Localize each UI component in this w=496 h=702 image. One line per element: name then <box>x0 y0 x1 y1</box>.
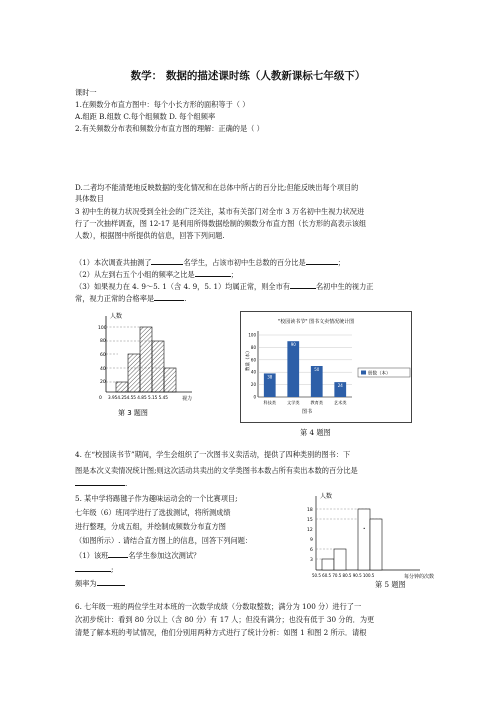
q5-part1-text-b: 名学生参加这次测试？ <box>128 551 201 560</box>
question-6-line1: 6. 七年级一班的两位学生对本班的一次数学成绩（分数取整数；满分为 100 分）进行了一 <box>75 602 362 611</box>
histogram-bar <box>322 559 334 570</box>
question-5-line4: （如图所示）. 请结合直方图上的信息，回答下列问题： <box>75 536 253 545</box>
x-tick: 艺术类 <box>333 400 347 405</box>
legend-label: 册数（本） <box>368 371 391 377</box>
question-3-line2: 行了一次抽样调查，图 12-17 是利用所得数据绘制的频数分布直方图（长方形的高表示该组 <box>75 219 367 228</box>
y-tick: 20 <box>250 382 256 388</box>
question-3-part2: （2）从左到右五个小组的频率之比是 ； <box>75 270 238 279</box>
figure-3-caption: 第 3 题图 <box>118 409 148 417</box>
question-3-part1: （1）本次调查共抽测了 名学生，占该市初中生总数的百分比是 ； <box>75 258 345 267</box>
question-1: 1.在频数分布直方图中：每个小长方形的面积等于（ ） <box>75 100 250 109</box>
histogram-bar <box>116 382 128 392</box>
question-5-blank: ; <box>75 564 113 574</box>
question-4-blank: . <box>75 478 127 488</box>
question-5-line2: 七年级（6）班同学进行了选拔测试，将所测成绩 <box>75 508 231 517</box>
question-6-line3: 清楚了解本班的考试情况，他们分别用两种方式进行了统计分析：如图 1 和图 2 所示．请根 <box>75 628 367 637</box>
y-tick: 40 <box>100 367 106 372</box>
option-d-line2: 具体数目 <box>75 194 104 203</box>
y-tick: 60 <box>100 353 106 358</box>
page-title: 数学： 数据的描述课时练（人教新课标七年级下） <box>130 70 366 82</box>
y-tick: 40 <box>250 369 256 375</box>
answer-blank[interactable] <box>290 281 316 289</box>
bar-文学类 <box>287 341 299 397</box>
question-5-line1: 5. 某中学将踢毽子作为趣味运动会的一个比赛项目; <box>75 494 238 503</box>
y-tick: 18 <box>307 508 313 513</box>
y-axis-label: 人数 <box>110 313 123 320</box>
y-tick: 60 <box>250 357 256 363</box>
question-1-options: A.组距 B.组数 C.每个组频数 D. 每个组频率 <box>75 112 216 121</box>
answer-blank[interactable] <box>108 550 128 558</box>
chart-title: "校园读书节" 图书文卖情况统计图 <box>277 319 355 325</box>
y-tick: 3 <box>310 558 313 563</box>
histogram-bar <box>370 519 382 570</box>
frequency-label: 频率为 <box>75 579 97 588</box>
y-tick: 9 <box>310 538 313 543</box>
y-tick: 12 <box>307 528 313 533</box>
svg-text:•: • <box>363 526 366 531</box>
answer-blank[interactable] <box>195 269 231 277</box>
figure-4-bar-chart <box>240 311 412 423</box>
q3-part1-text-a: （1）本次调查共抽测了 <box>75 258 152 267</box>
question-4-line1: 4. 在“校园读书节”期间，学生会组织了一次图书义卖活动，提供了四种类别的图书：下 <box>75 450 351 459</box>
q3-part3-text-a: （3）如果视力在 4. 9～5. 1（含 4. 9，5. 1）均属正常，则全市有 <box>75 282 290 291</box>
x-tick-labels: 3.954.254.55 4.85 5.15 5.45 <box>108 395 168 400</box>
x-tick: 教育类 <box>310 400 324 405</box>
figure-5-histogram <box>300 490 450 590</box>
y-tick: 80 <box>100 339 106 344</box>
option-d-line1: D.二者均不能清楚地反映数据的变化情况和在总体中所占的百分比;但能反映出每个项目的 <box>75 183 359 192</box>
x-tick-labels: 50.5 60.5 70.5 80.5 90.5 100.5 <box>312 573 375 578</box>
x-tick: 文学类 <box>286 400 300 405</box>
histogram-bar <box>128 354 140 392</box>
answer-blank[interactable] <box>75 564 111 572</box>
y-tick: 0 <box>253 394 256 400</box>
y-tick: 20 <box>100 380 106 385</box>
question-3-part3-cont: 常，视力正常的合格率是 . <box>75 294 187 303</box>
question-5-part1 <box>75 550 200 560</box>
y-tick: 6 <box>310 548 313 553</box>
figure-3-histogram <box>88 310 198 420</box>
question-3-part3 <box>75 281 373 291</box>
y-tick: 80 <box>250 344 256 350</box>
x-axis-label: 图书 <box>302 409 313 415</box>
y-tick: 100 <box>98 326 107 331</box>
x-axis-label: 每分钟的次数 <box>404 574 435 580</box>
question-3-line3: 人数），根据图中所提供的信息，回答下列问题. <box>75 231 225 240</box>
histogram-bar <box>164 368 176 392</box>
answer-blank[interactable] <box>306 257 338 265</box>
y-axis-label: 人数 <box>320 493 333 500</box>
question-2: 2.有关频数分布表和频数分布直方图的理解：正确的是（ ） <box>75 124 264 133</box>
y-tick: 15 <box>307 518 313 523</box>
question-4-line2: 图是本次义卖情况统计图;则这次活动共卖出的文学类图书本数占所有卖出本数的百分比是 <box>75 466 358 475</box>
answer-blank[interactable] <box>75 478 125 486</box>
figure-5-caption: 第 5 题图 <box>375 580 406 589</box>
q5-part1-text-a: （1）该班 <box>75 551 109 560</box>
y-tick: 100 <box>248 332 256 338</box>
answer-blank[interactable] <box>151 257 183 265</box>
q3-part3-text-c: 常，视力正常的合格率是 <box>75 294 155 303</box>
bar-value-label: 24 <box>337 383 343 389</box>
histogram-bar <box>358 509 370 570</box>
q3-part3-text-b: 名初中生的视力正 <box>315 282 374 291</box>
q3-part1-text-b: 名学生，占该市初中生总数的百分比是 <box>183 258 306 267</box>
y-axis-label: 数量（本） <box>246 348 251 371</box>
lesson-label: 课时一 <box>75 88 97 97</box>
question-5-line3: 进行整理，分成五组，并绘制成频数分布直方图 <box>75 522 226 531</box>
bar-value-label: 38 <box>267 374 273 380</box>
question-5-frequency <box>75 578 125 588</box>
answer-blank[interactable] <box>97 578 125 586</box>
x-tick: 科技类 <box>263 400 277 405</box>
answer-blank[interactable] <box>154 293 184 301</box>
histogram-bar <box>152 341 164 392</box>
question-3-line1: 3 初中生的视力状况受到全社会的广泛关注，某市有关部门对全市 3 万名初中生视力状况进 <box>75 207 365 216</box>
bar-value-label: 50 <box>314 367 320 372</box>
histogram-bar <box>334 549 346 570</box>
question-6-line2: 次初步统计：看到 80 分以上（含 80 分）有 17 人；但没有满分；也没有低于 30 分的．为更 <box>75 615 375 624</box>
x-axis-label: 视力 <box>182 396 193 402</box>
figure-4-caption: 第 4 题图 <box>300 428 331 437</box>
legend-swatch <box>361 371 366 375</box>
bar-value-label: 90 <box>290 342 296 348</box>
histogram-bar <box>140 327 152 392</box>
q3-part2-text: （2）从左到右五个小组的频率之比是 <box>75 270 195 279</box>
origin-label: 0 <box>99 396 102 401</box>
